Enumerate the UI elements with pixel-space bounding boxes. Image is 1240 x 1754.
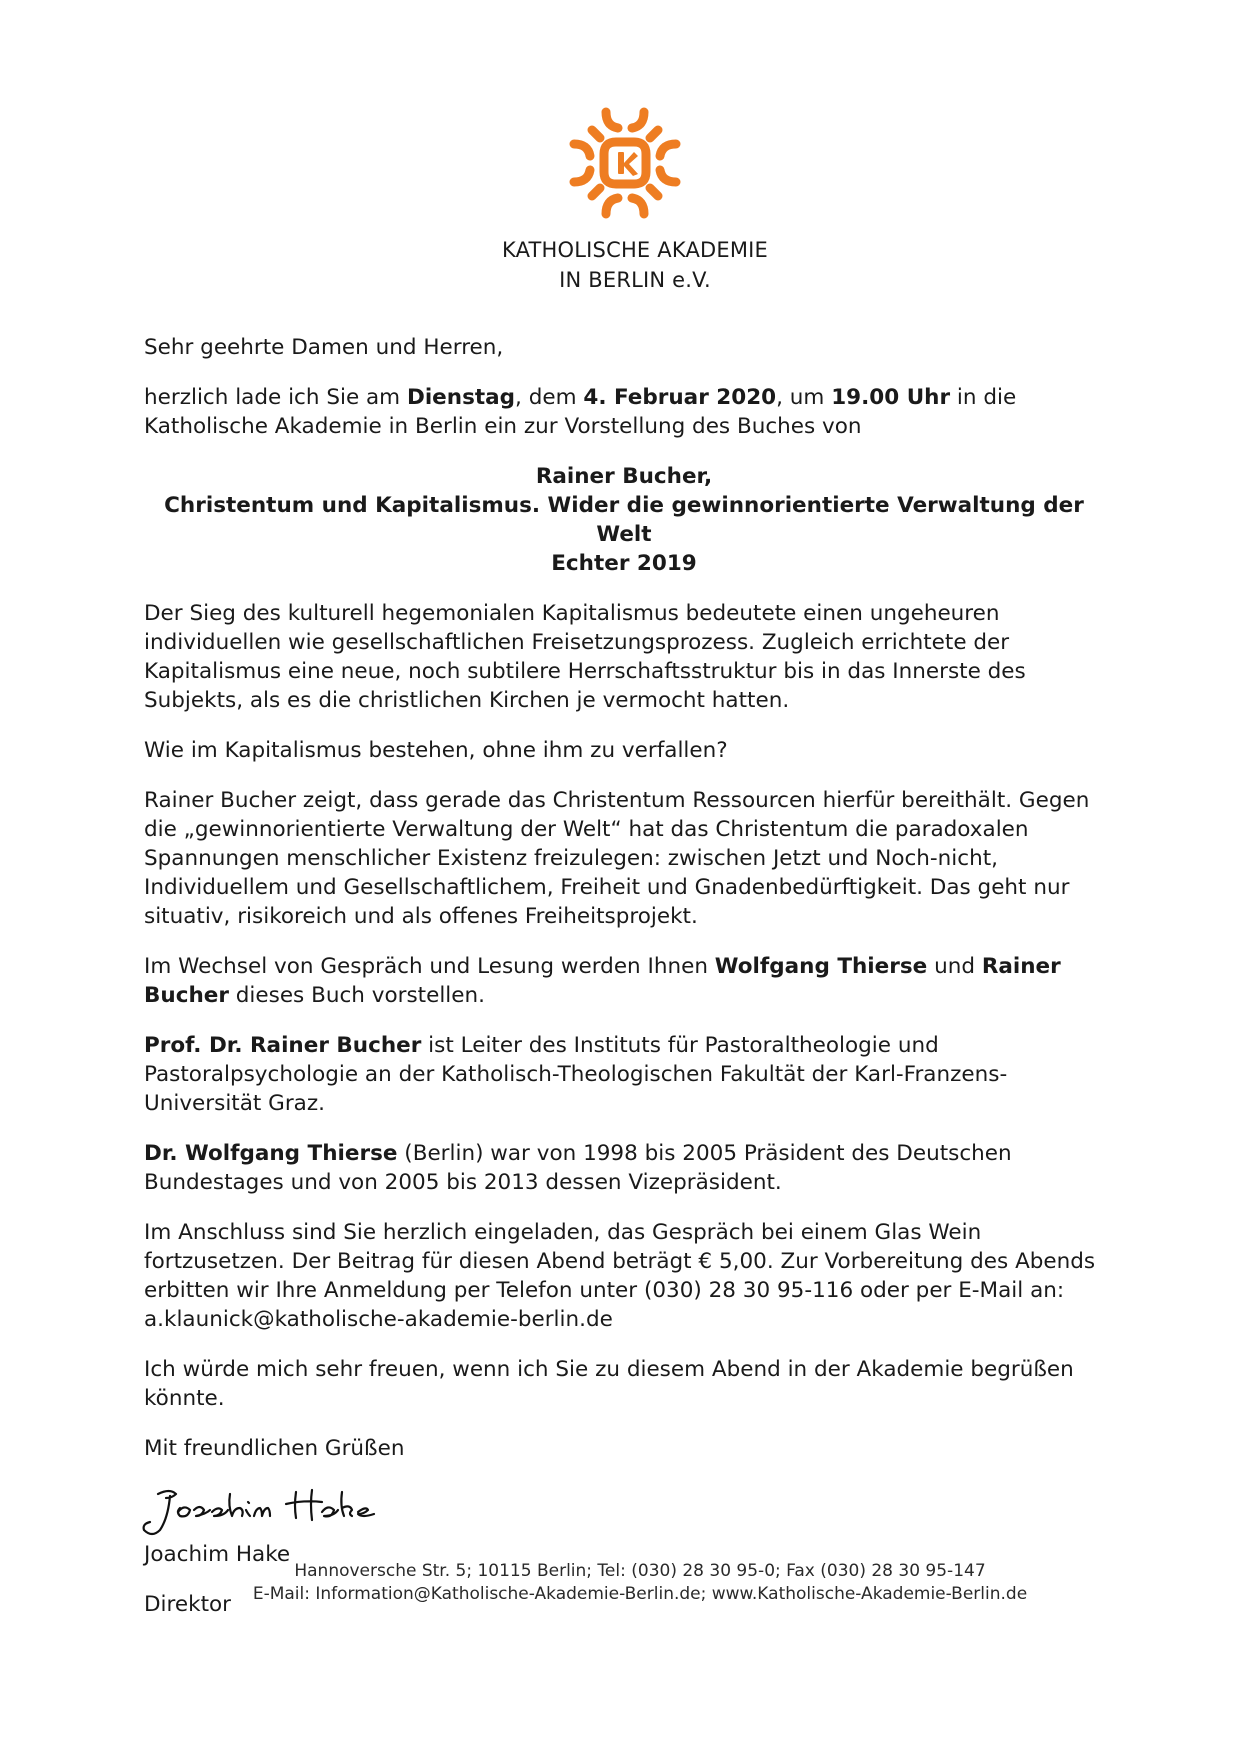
footer (0, 1560, 1240, 1606)
intro-day: Dienstag (406, 385, 516, 410)
intro-date: 4. Februar 2020 (583, 385, 777, 410)
signature (144, 1484, 1104, 1540)
salutation: Sehr geehrte Damen und Herren, (144, 335, 504, 360)
intro-text-4: in die Katholische Akademie in Berlin ein zur Vorstellung des Buches von (144, 385, 1017, 439)
letter-body (144, 333, 1104, 1640)
paragraph-6: Ich würde mich sehr freuen, wenn ich Sie zu diesem Abend in der Akademie begrüßen könnte. (144, 1357, 1074, 1411)
intro-text-1: herzlich lade ich Sie am (144, 385, 407, 410)
para4-text-3: dieses Buch vorstellen. (228, 983, 485, 1008)
paragraph-5: Im Anschluss sind Sie herzlich eingeladen, das Gespräch bei einem Glas Wein fortzusetzen. Der Beitrag für diesen Abend beträgt € 5,00. Zur Vorbereitung des Abends erbitten wir Ihre Anmeldung per Telefon unter (030) 28 30 95-116 oder per E-Mail an: a.klaunick@katholische-akademie-berlin.de (144, 1220, 1096, 1332)
paragraph-3: Rainer Bucher zeigt, dass gerade das Christentum Ressourcen hierfür bereithält. Gegen die „gewinnorientierte Verwaltung der Welt“ hat das Christentum die paradoxalen Spannungen menschlicher Existenz freizulegen: zwischen Jetzt und Noch-nicht, Individuellem und Gesellschaftlichem, Freiheit und Gnadenbedürftigkeit. Das geht nur situativ, risikoreich und als offenes Freiheitsprojekt. (144, 788, 1090, 929)
para4-text-1: Im Wechsel von Gespräch und Lesung werden Ihnen (144, 954, 715, 979)
org-name-line1: KATHOLISCHE AKADEMIE (501, 238, 769, 262)
signer-title: Direktor (144, 1592, 231, 1617)
para4-name-2: Rainer Bucher (144, 954, 1061, 1008)
akademie-logo (566, 104, 684, 222)
bio-bucher (144, 1031, 1104, 1118)
paragraph-2: Wie im Kapitalismus bestehen, ohne ihm zu verfallen? (144, 738, 728, 763)
para4-text-2: und (927, 954, 982, 979)
bio-bucher-name: Prof. Dr. Rainer Bucher (144, 1033, 422, 1058)
footer-address: Hannoversche Str. 5; 10115 Berlin; Tel: (030) 28 30 95-0; Fax (030) 28 30 95-147 (294, 1561, 986, 1581)
bio-bucher-text: ist Leiter des Instituts für Pastoraltheologie und Pastoralpsychologie an der Katholisch-Theologischen Fakultät der Karl-Franzens-Universität Graz. (144, 1033, 1008, 1116)
intro-time: 19.00 Uhr (831, 385, 951, 410)
signer-name: Joachim Hake (144, 1542, 291, 1567)
intro-paragraph (144, 383, 1104, 441)
closing: Mit freundlichen Grüßen (144, 1436, 405, 1461)
intro-text-3: , um (776, 385, 832, 410)
bio-thierse-name: Dr. Wolfgang Thierse (144, 1141, 398, 1166)
book-title: Christentum und Kapitalismus. Wider die gewinnorientierte Verwaltung der Welt (164, 493, 1084, 547)
book-author: Rainer Bucher, (535, 464, 713, 489)
para4-name-1: Wolfgang Thierse (714, 954, 928, 979)
book-publisher: Echter 2019 (551, 551, 697, 576)
paragraph-1: Der Sieg des kulturell hegemonialen Kapitalismus bedeutete einen ungeheuren individuellen wie gesellschaftlichen Freisetzungsprozess. Zugleich errichtete der Kapitalismus eine neue, noch subtilere Herrschaftsstruktur bis in das Innerste des Subjekts, als es die christlichen Kirchen je vermocht hatten. (144, 601, 1026, 713)
footer-contact: E-Mail: Information@Katholische-Akademie-Berlin.de; www.Katholische-Akademie-Berlin.de (252, 1584, 1028, 1604)
bio-thierse-text: (Berlin) war von 1998 bis 2005 Präsident des Deutschen Bundestages und von 2005 bis 2013 dessen Vizepräsident. (144, 1141, 1012, 1195)
intro-text-2: , dem (515, 385, 584, 410)
org-name-line2: IN BERLIN e.V. (559, 268, 711, 292)
akademie-logo-icon (566, 104, 684, 222)
book-block (144, 462, 1104, 578)
handwritten-signature-icon (136, 1484, 416, 1544)
paragraph-4 (144, 952, 1104, 1010)
bio-thierse (144, 1139, 1104, 1197)
